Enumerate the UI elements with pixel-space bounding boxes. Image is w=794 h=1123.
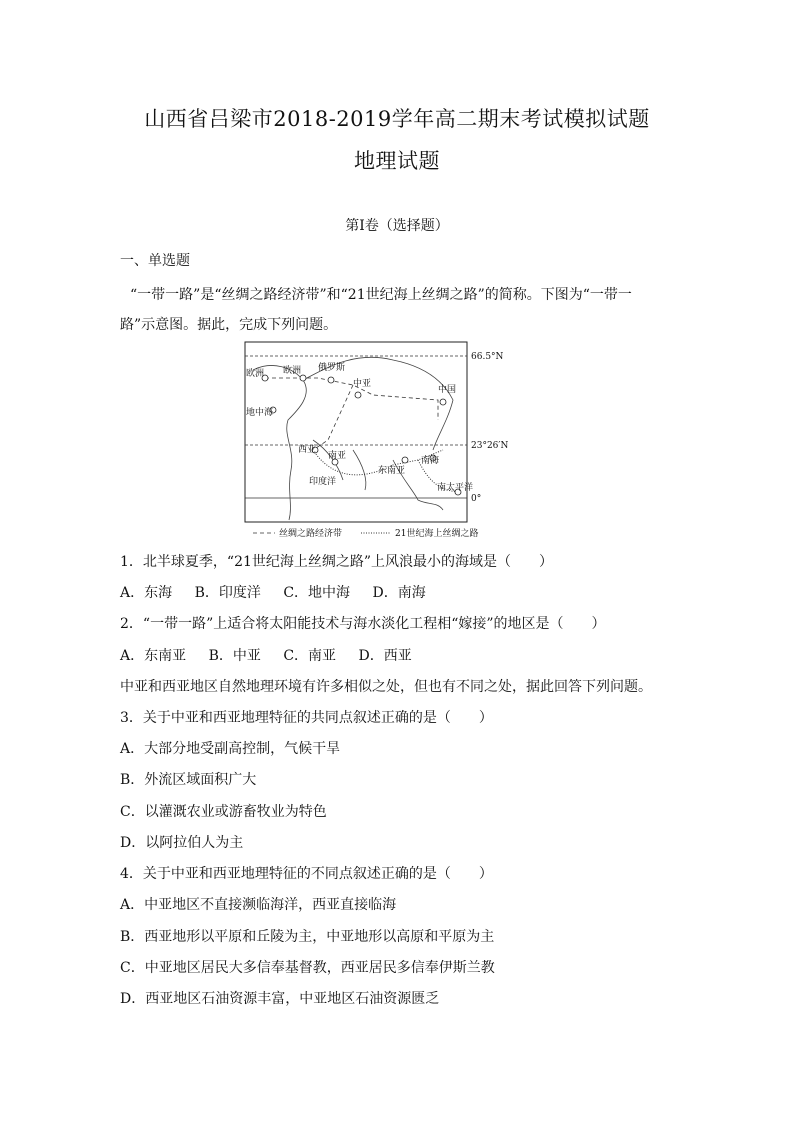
q1-option-b[interactable]: B．印度洋 bbox=[194, 585, 261, 601]
q4-option-b[interactable]: B．西亚地形以平原和丘陵为主，中亚地形以高原和平原为主 bbox=[120, 929, 495, 945]
q2-option-c[interactable]: C．南亚 bbox=[283, 648, 337, 664]
q3-option-c[interactable]: C．以灌溉农业或游畜牧业为特色 bbox=[120, 804, 327, 820]
map-label-europe-1: 欧洲 bbox=[246, 369, 265, 379]
map-label-central-asia: 中亚 bbox=[353, 379, 372, 389]
section-heading: 第Ⅰ卷（选择题） bbox=[345, 218, 449, 234]
lat-label-arctic: 66.5°N bbox=[471, 352, 504, 362]
map-label-south-pacific: 南太平洋 bbox=[437, 483, 474, 493]
intro-line-2: 路”示意图。据此，完成下列问题。 bbox=[120, 317, 338, 333]
q3-option-a[interactable]: A．大部分地受副高控制，气候干旱 bbox=[120, 741, 341, 757]
q2-option-b[interactable]: B．中亚 bbox=[208, 648, 261, 664]
q3-option-d[interactable]: D．以阿拉伯人为主 bbox=[120, 835, 244, 851]
map-label-west-asia: 西亚 bbox=[298, 445, 317, 455]
map-label-russia: 俄罗斯 bbox=[318, 363, 346, 373]
q1-stem: 1．北半球夏季，“21世纪海上丝绸之路”上风浪最小的海域是（ ） bbox=[120, 554, 554, 570]
exam-title: 山西省吕梁市2018-2019学年高二期末考试模拟试题 bbox=[144, 107, 650, 131]
q2-stem: 2．“一带一路”上适合将太阳能技术与海水淡化工程相“嫁接”的地区是（ ） bbox=[120, 616, 606, 632]
map-label-china: 中国 bbox=[438, 385, 457, 395]
q2-option-d[interactable]: D．西亚 bbox=[358, 648, 412, 664]
legend-land-route: 丝绸之路经济带 bbox=[279, 529, 343, 539]
part-heading: 一、单选题 bbox=[120, 253, 190, 269]
q1-option-d[interactable]: D．南海 bbox=[372, 585, 426, 601]
q3-option-b[interactable]: B．外流区域面积广大 bbox=[120, 772, 257, 788]
lat-label-equator: 0° bbox=[471, 494, 482, 504]
q3-stem: 3．关于中亚和西亚地理特征的共同点叙述正确的是（ ） bbox=[120, 710, 493, 726]
belt-road-map bbox=[243, 340, 511, 540]
map-label-mediterranean: 地中海 bbox=[246, 408, 274, 418]
lat-label-tropic: 23°26′N bbox=[471, 441, 509, 451]
exam-subtitle: 地理试题 bbox=[354, 149, 440, 173]
q1-options bbox=[120, 582, 444, 602]
q1-option-c[interactable]: C．地中海 bbox=[283, 585, 351, 601]
map-label-indian-ocean: 印度洋 bbox=[309, 477, 337, 487]
passage-2: 中亚和西亚地区自然地理环境有许多相似之处，但也有不同之处，据此回答下列问题。 bbox=[120, 679, 652, 695]
q1-option-a[interactable]: A．东海 bbox=[120, 585, 173, 601]
map-label-europe-2: 欧洲 bbox=[283, 366, 302, 376]
legend-sea-route: 21世纪海上丝绸之路 bbox=[395, 529, 479, 539]
q4-stem: 4．关于中亚和西亚地理特征的不同点叙述正确的是（ ） bbox=[120, 866, 493, 882]
map-label-south-asia: 南亚 bbox=[328, 451, 347, 461]
intro-line-1: “一带一路”是“丝绸之路经济带”和“21世纪海上丝绸之路”的简称。下图为“一带一 bbox=[130, 287, 632, 303]
q4-option-c[interactable]: C．中亚地区居民大多信奉基督教，西亚居民多信奉伊斯兰教 bbox=[120, 960, 495, 976]
map-label-south-china-sea: 南海 bbox=[421, 456, 440, 466]
q4-option-a[interactable]: A．中亚地区不直接濒临海洋，西亚直接临海 bbox=[120, 897, 397, 913]
q2-options bbox=[120, 645, 430, 665]
q2-option-a[interactable]: A．东南亚 bbox=[120, 648, 187, 664]
map-label-southeast-asia: 东南亚 bbox=[378, 466, 406, 476]
q4-option-d[interactable]: D．西亚地区石油资源丰富，中亚地区石油资源匮乏 bbox=[120, 991, 440, 1007]
